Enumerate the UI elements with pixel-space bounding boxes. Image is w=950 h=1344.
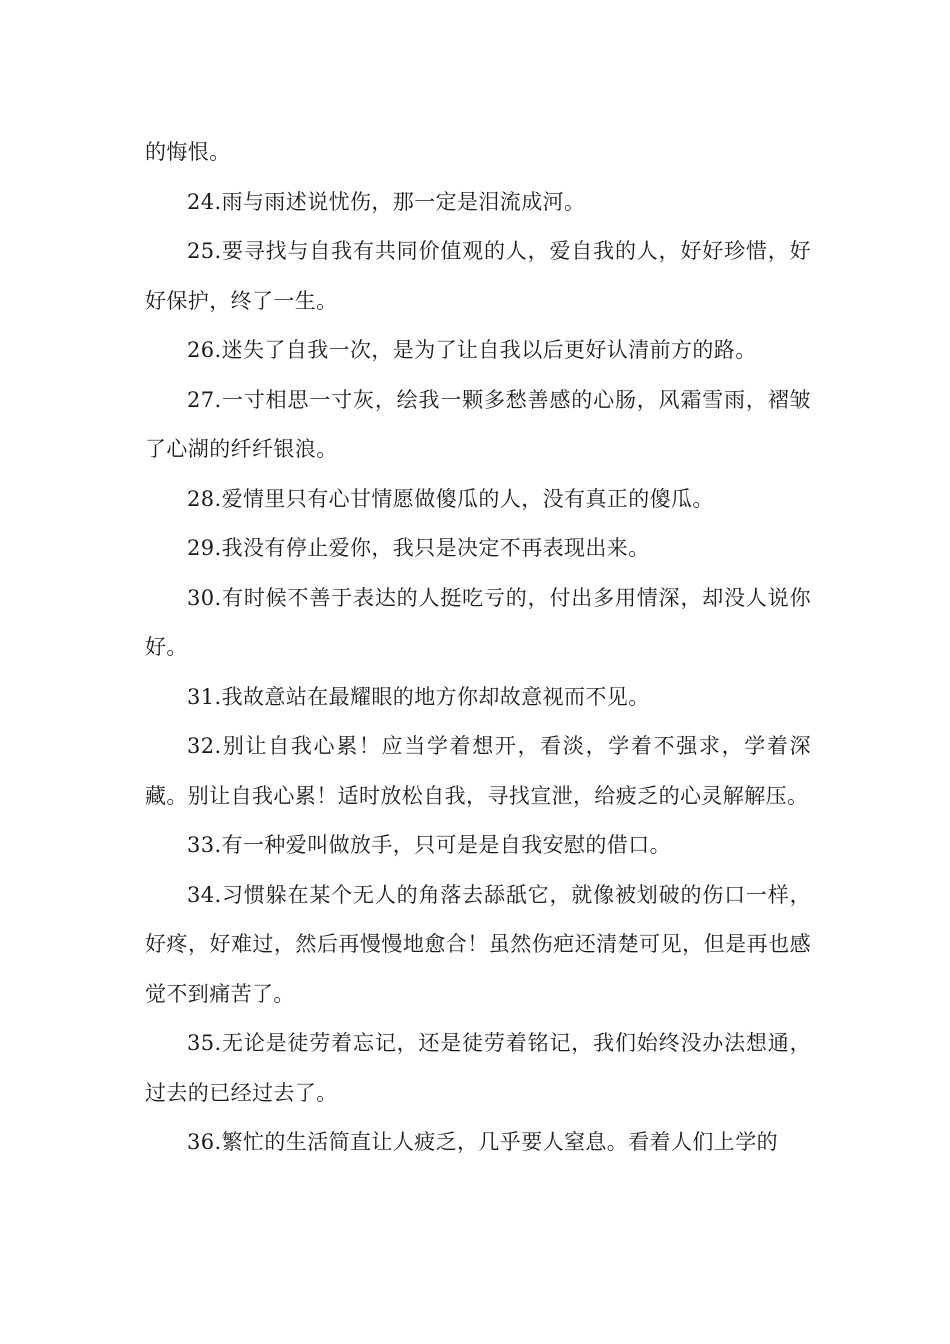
paragraph-continuation: 的悔恨。	[145, 140, 231, 164]
paragraph-35: 35.无论是徒劳着忘记，还是徒劳着铭记，我们始终没办法想通，过去的已经过去了。	[145, 1031, 811, 1105]
paragraph-29: 29.我没有停止爱你，我只是决定不再表现出来。	[187, 536, 650, 560]
paragraph-30: 30.有时候不善于表达的人挺吃亏的，付出多用情深，却没人说你好。	[145, 585, 811, 659]
paragraph-25: 25.要寻找与自我有共同价值观的人，爱自我的人，好好珍惜，好好保护，终了一生。	[145, 239, 811, 313]
paragraph-33: 33.有一种爱叫做放手，只可是是自我安慰的借口。	[187, 833, 671, 857]
paragraph-24: 24.雨与雨述说忧伤，那一定是泪流成河。	[187, 189, 586, 214]
paragraph-28: 28.爱情里只有心甘情愿做傻瓜的人，没有真正的傻瓜。	[187, 486, 714, 511]
paragraph-36: 36.繁忙的生活简直让人疲乏，几乎要人窒息。看着人们上学的	[187, 1130, 778, 1154]
paragraph-32: 32.别让自我心累！应当学着想开，看淡，学着不强求，学着深藏。别让自我心累！适时放松自我，寻找宣泄，给疲乏的心灵解解压。	[145, 734, 811, 808]
document-body	[145, 128, 811, 1168]
paragraph-26: 26.迷失了自我一次，是为了让自我以后更好认清前方的路。	[187, 338, 757, 362]
paragraph-31: 31.我故意站在最耀眼的地方你却故意视而不见。	[187, 684, 650, 709]
paragraph-34: 34.习惯躲在某个无人的角落去舔舐它，就像被划破的伤口一样，好疼，好难过，然后再慢慢地愈合！虽然伤疤还清楚可见，但是再也感觉不到痛苦了。	[145, 882, 811, 1006]
paragraph-27: 27.一寸相思一寸灰，绘我一颗多愁善感的心肠，风霜雪雨，褶皱了心湖的纤纤银浪。	[145, 387, 811, 461]
